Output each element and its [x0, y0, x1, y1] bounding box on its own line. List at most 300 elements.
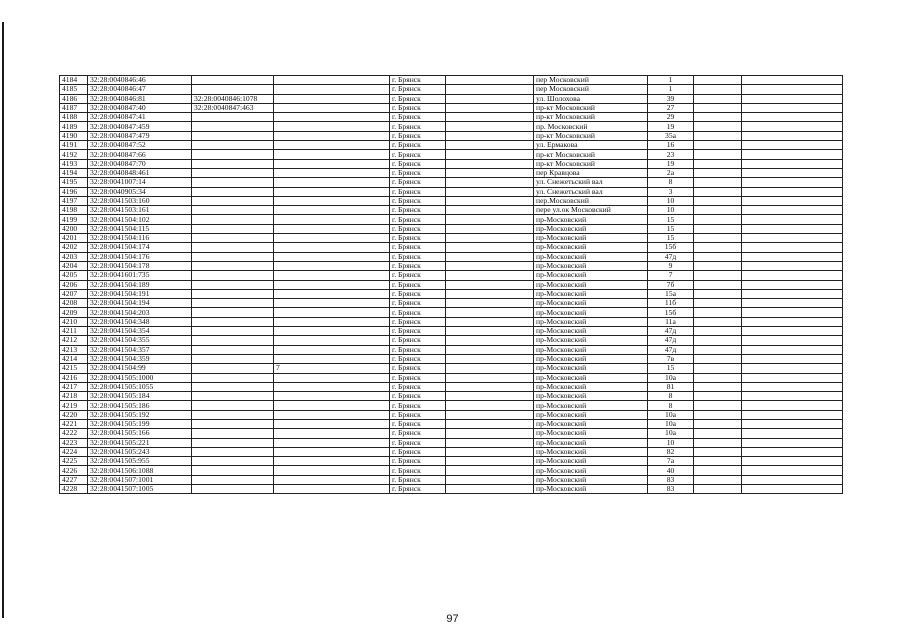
cell-cadastral-number: 32:28:0041504:357 [88, 345, 192, 354]
cell-extra-field [274, 308, 390, 317]
cell-city: г. Брянск [390, 345, 446, 354]
cell-related-cadastral-number [192, 131, 274, 140]
cell-extra-a [694, 299, 742, 308]
cell-street: пер Кравцова [534, 168, 648, 177]
cell-cadastral-number: 32:28:0041504:348 [88, 317, 192, 326]
cell-city: г. Брянск [390, 457, 446, 466]
cell-extra-a [694, 85, 742, 94]
cell-row-number: 4205 [60, 271, 88, 280]
cell-related-cadastral-number [192, 206, 274, 215]
cell-extra-field [274, 141, 390, 150]
cell-street: пр-кт Московский [534, 150, 648, 159]
cell-related-cadastral-number [192, 85, 274, 94]
cell-district [446, 159, 534, 168]
cell-related-cadastral-number [192, 392, 274, 401]
cell-district [446, 382, 534, 391]
cell-extra-b [742, 401, 843, 410]
cell-extra-a [694, 475, 742, 484]
cell-street: пр-Московский [534, 252, 648, 261]
cell-cadastral-number: 32:28:0040848:461 [88, 168, 192, 177]
cell-district [446, 113, 534, 122]
cell-street: пр-Московский [534, 289, 648, 298]
cell-row-number: 4219 [60, 401, 88, 410]
cell-related-cadastral-number [192, 373, 274, 382]
cell-extra-field [274, 475, 390, 484]
table-row [60, 76, 843, 85]
cell-city: г. Брянск [390, 447, 446, 456]
cell-extra-b [742, 457, 843, 466]
cell-house-number: 7б [648, 280, 694, 289]
table-row [60, 354, 843, 363]
cell-district [446, 178, 534, 187]
table-row [60, 94, 843, 103]
cell-district [446, 419, 534, 428]
cell-extra-b [742, 113, 843, 122]
cell-row-number: 4186 [60, 94, 88, 103]
cell-house-number: 10а [648, 373, 694, 382]
cell-row-number: 4200 [60, 224, 88, 233]
table-row [60, 289, 843, 298]
cell-street: пр-Московский [534, 392, 648, 401]
cell-row-number: 4187 [60, 103, 88, 112]
cell-related-cadastral-number [192, 354, 274, 363]
cell-house-number: 82 [648, 447, 694, 456]
cell-extra-a [694, 485, 742, 494]
cell-extra-b [742, 94, 843, 103]
cell-extra-a [694, 317, 742, 326]
cell-extra-a [694, 466, 742, 475]
cell-extra-field [274, 345, 390, 354]
cell-related-cadastral-number [192, 113, 274, 122]
cell-related-cadastral-number [192, 224, 274, 233]
cell-row-number: 4192 [60, 150, 88, 159]
cell-city: г. Брянск [390, 113, 446, 122]
cell-extra-b [742, 187, 843, 196]
cell-related-cadastral-number [192, 429, 274, 438]
cell-extra-b [742, 373, 843, 382]
cell-row-number: 4211 [60, 327, 88, 336]
cell-cadastral-number: 32:28:0041505:221 [88, 438, 192, 447]
cell-city: г. Брянск [390, 354, 446, 363]
cell-extra-a [694, 429, 742, 438]
cell-extra-b [742, 429, 843, 438]
cell-extra-field [274, 85, 390, 94]
cell-district [446, 475, 534, 484]
cell-cadastral-number: 32:28:0041503:160 [88, 196, 192, 205]
cell-district [446, 289, 534, 298]
cell-house-number: 23 [648, 150, 694, 159]
cell-extra-b [742, 131, 843, 140]
cell-related-cadastral-number [192, 419, 274, 428]
cell-street: пр-Московский [534, 354, 648, 363]
cell-related-cadastral-number [192, 475, 274, 484]
table-row [60, 364, 843, 373]
cell-house-number: 1 [648, 76, 694, 85]
cell-extra-field [274, 122, 390, 131]
cell-related-cadastral-number [192, 234, 274, 243]
cell-extra-field [274, 447, 390, 456]
cell-related-cadastral-number [192, 178, 274, 187]
cell-row-number: 4196 [60, 187, 88, 196]
cell-street: пере ул.ок Московский [534, 206, 648, 215]
cell-extra-b [742, 159, 843, 168]
cell-cadastral-number: 32:28:0041505:166 [88, 429, 192, 438]
cell-cadastral-number: 32:28:0041505:192 [88, 410, 192, 419]
cell-cadastral-number: 32:28:0041504:102 [88, 215, 192, 224]
cell-house-number: 19 [648, 159, 694, 168]
cell-city: г. Брянск [390, 271, 446, 280]
cell-extra-a [694, 410, 742, 419]
cell-district [446, 141, 534, 150]
cell-cadastral-number: 32:28:0041504:115 [88, 224, 192, 233]
cell-city: г. Брянск [390, 196, 446, 205]
cell-district [446, 215, 534, 224]
cell-house-number: 15 [648, 364, 694, 373]
cell-related-cadastral-number [192, 289, 274, 298]
cell-extra-field [274, 429, 390, 438]
cell-cadastral-number: 32:28:0040847:40 [88, 103, 192, 112]
table-row [60, 438, 843, 447]
table-row [60, 131, 843, 140]
cell-related-cadastral-number [192, 271, 274, 280]
cell-cadastral-number: 32:28:0041504:176 [88, 252, 192, 261]
cell-extra-field [274, 215, 390, 224]
cell-row-number: 4185 [60, 85, 88, 94]
cell-city: г. Брянск [390, 261, 446, 270]
cell-street: пр-Московский [534, 419, 648, 428]
cell-street: пер.Московский [534, 196, 648, 205]
cell-house-number: 83 [648, 475, 694, 484]
cell-related-cadastral-number [192, 457, 274, 466]
cell-city: г. Брянск [390, 317, 446, 326]
cell-extra-field [274, 224, 390, 233]
cell-row-number: 4224 [60, 447, 88, 456]
cell-cadastral-number: 32:28:0041504:191 [88, 289, 192, 298]
cell-house-number: 10 [648, 206, 694, 215]
cell-district [446, 299, 534, 308]
cell-district [446, 485, 534, 494]
cell-extra-field [274, 419, 390, 428]
cell-row-number: 4218 [60, 392, 88, 401]
cell-row-number: 4203 [60, 252, 88, 261]
cell-district [446, 410, 534, 419]
cell-street: пер Московский [534, 85, 648, 94]
cell-street: пр. Московский [534, 122, 648, 131]
cell-extra-a [694, 178, 742, 187]
cell-related-cadastral-number [192, 438, 274, 447]
cell-district [446, 447, 534, 456]
cell-city: г. Брянск [390, 131, 446, 140]
cell-related-cadastral-number [192, 187, 274, 196]
cell-district [446, 364, 534, 373]
cell-extra-a [694, 345, 742, 354]
cell-extra-field: 7 [274, 364, 390, 373]
cell-house-number: 8 [648, 178, 694, 187]
cell-cadastral-number: 32:28:0041504:174 [88, 243, 192, 252]
cell-extra-a [694, 401, 742, 410]
cell-house-number: 10а [648, 419, 694, 428]
cell-extra-b [742, 382, 843, 391]
cell-extra-a [694, 206, 742, 215]
cell-district [446, 429, 534, 438]
cell-district [446, 103, 534, 112]
cell-extra-a [694, 196, 742, 205]
cell-related-cadastral-number [192, 261, 274, 270]
cell-street: пер Московский [534, 76, 648, 85]
cell-street: пр-Московский [534, 215, 648, 224]
cell-extra-b [742, 215, 843, 224]
cell-house-number: 15 [648, 224, 694, 233]
cell-house-number: 15 [648, 234, 694, 243]
table-row [60, 299, 843, 308]
cell-row-number: 4223 [60, 438, 88, 447]
cell-extra-b [742, 345, 843, 354]
cell-district [446, 76, 534, 85]
cell-cadastral-number: 32:28:0041504:99 [88, 364, 192, 373]
cell-extra-b [742, 485, 843, 494]
cell-city: г. Брянск [390, 373, 446, 382]
cell-row-number: 4227 [60, 475, 88, 484]
cell-district [446, 224, 534, 233]
cell-related-cadastral-number [192, 243, 274, 252]
table-row [60, 447, 843, 456]
cell-extra-b [742, 410, 843, 419]
cell-cadastral-number: 32:28:0040847:66 [88, 150, 192, 159]
cell-house-number: 40 [648, 466, 694, 475]
cell-street: ул. Снежетьский вал [534, 187, 648, 196]
cell-house-number: 7в [648, 354, 694, 363]
cell-row-number: 4208 [60, 299, 88, 308]
cell-extra-field [274, 373, 390, 382]
cell-cadastral-number: 32:28:0041504:194 [88, 299, 192, 308]
cell-house-number: 47д [648, 345, 694, 354]
cell-extra-a [694, 122, 742, 131]
cell-extra-b [742, 224, 843, 233]
cell-row-number: 4215 [60, 364, 88, 373]
cell-city: г. Брянск [390, 410, 446, 419]
cell-extra-a [694, 336, 742, 345]
cell-extra-field [274, 234, 390, 243]
cell-cadastral-number: 32:28:0041505:186 [88, 401, 192, 410]
cell-related-cadastral-number [192, 159, 274, 168]
cell-house-number: 35а [648, 131, 694, 140]
cell-city: г. Брянск [390, 150, 446, 159]
cell-city: г. Брянск [390, 466, 446, 475]
cell-house-number: 11а [648, 317, 694, 326]
cell-city: г. Брянск [390, 336, 446, 345]
cell-house-number: 7 [648, 271, 694, 280]
cell-extra-b [742, 354, 843, 363]
cell-extra-field [274, 280, 390, 289]
cell-cadastral-number: 32:28:0040847:459 [88, 122, 192, 131]
cell-extra-a [694, 76, 742, 85]
cell-street: пр-Московский [534, 466, 648, 475]
cell-district [446, 345, 534, 354]
table-row [60, 336, 843, 345]
cell-city: г. Брянск [390, 364, 446, 373]
cell-extra-b [742, 308, 843, 317]
cell-extra-a [694, 457, 742, 466]
cell-district [446, 261, 534, 270]
cell-extra-field [274, 410, 390, 419]
cell-street: пр-Московский [534, 382, 648, 391]
table-row [60, 159, 843, 168]
cell-related-cadastral-number [192, 447, 274, 456]
cell-related-cadastral-number [192, 382, 274, 391]
cell-street: пр-Московский [534, 438, 648, 447]
cell-row-number: 4199 [60, 215, 88, 224]
cell-city: г. Брянск [390, 289, 446, 298]
cell-row-number: 4222 [60, 429, 88, 438]
cell-street: пр-Московский [534, 475, 648, 484]
cell-district [446, 280, 534, 289]
cell-related-cadastral-number: 32:28:0040846:1078 [192, 94, 274, 103]
cell-street: пр-Московский [534, 234, 648, 243]
cell-cadastral-number: 32:28:0041504:178 [88, 261, 192, 270]
cell-street: пр-Московский [534, 345, 648, 354]
cell-street: пр-Московский [534, 308, 648, 317]
cell-related-cadastral-number [192, 364, 274, 373]
cell-city: г. Брянск [390, 141, 446, 150]
cell-extra-a [694, 150, 742, 159]
cell-house-number: 10а [648, 429, 694, 438]
cell-extra-field [274, 196, 390, 205]
cell-district [446, 392, 534, 401]
cell-cadastral-number: 32:28:0040847:41 [88, 113, 192, 122]
page-number: 97 [446, 613, 459, 625]
cell-extra-b [742, 196, 843, 205]
cell-cadastral-number: 32:28:0040847:52 [88, 141, 192, 150]
cell-extra-b [742, 447, 843, 456]
cell-extra-b [742, 327, 843, 336]
cell-city: г. Брянск [390, 215, 446, 224]
cell-row-number: 4212 [60, 336, 88, 345]
cell-city: г. Брянск [390, 308, 446, 317]
cell-related-cadastral-number [192, 280, 274, 289]
cell-district [446, 308, 534, 317]
cell-city: г. Брянск [390, 382, 446, 391]
cell-cadastral-number: 32:28:0040905:34 [88, 187, 192, 196]
cell-city: г. Брянск [390, 178, 446, 187]
cell-city: г. Брянск [390, 224, 446, 233]
cell-related-cadastral-number [192, 196, 274, 205]
cell-extra-field [274, 382, 390, 391]
table-row [60, 150, 843, 159]
cell-city: г. Брянск [390, 485, 446, 494]
table-row [60, 317, 843, 326]
cell-house-number: 10а [648, 410, 694, 419]
cell-street: пр-Московский [534, 485, 648, 494]
cell-row-number: 4193 [60, 159, 88, 168]
document-table-wrapper [59, 75, 843, 494]
cell-district [446, 150, 534, 159]
cell-cadastral-number: 32:28:0041601:735 [88, 271, 192, 280]
cell-extra-field [274, 485, 390, 494]
cell-city: г. Брянск [390, 429, 446, 438]
cell-house-number: 7а [648, 457, 694, 466]
cell-extra-a [694, 354, 742, 363]
cell-cadastral-number: 32:28:0041007:14 [88, 178, 192, 187]
cell-street: пр-Московский [534, 429, 648, 438]
table-row [60, 466, 843, 475]
table-row [60, 215, 843, 224]
cell-cadastral-number: 32:28:0040846:47 [88, 85, 192, 94]
cell-extra-field [274, 150, 390, 159]
cell-row-number: 4206 [60, 280, 88, 289]
table-row [60, 85, 843, 94]
cell-extra-a [694, 224, 742, 233]
cell-extra-field [274, 76, 390, 85]
cell-extra-field [274, 401, 390, 410]
cell-district [446, 317, 534, 326]
cell-extra-field [274, 103, 390, 112]
cell-district [446, 373, 534, 382]
cell-street: пр-Московский [534, 327, 648, 336]
cell-row-number: 4202 [60, 243, 88, 252]
cell-city: г. Брянск [390, 327, 446, 336]
cell-city: г. Брянск [390, 234, 446, 243]
cell-street: пр-Московский [534, 364, 648, 373]
cell-city: г. Брянск [390, 252, 446, 261]
cell-related-cadastral-number [192, 76, 274, 85]
cell-street: пр-Московский [534, 224, 648, 233]
cell-cadastral-number: 32:28:0041504:355 [88, 336, 192, 345]
cell-extra-a [694, 234, 742, 243]
cell-row-number: 4195 [60, 178, 88, 187]
cell-extra-field [274, 178, 390, 187]
cell-related-cadastral-number [192, 485, 274, 494]
cell-cadastral-number: 32:28:0041505:1000 [88, 373, 192, 382]
cell-related-cadastral-number [192, 410, 274, 419]
table-row [60, 224, 843, 233]
cell-extra-field [274, 438, 390, 447]
cell-street: пр-Московский [534, 243, 648, 252]
cell-house-number: 2а [648, 168, 694, 177]
cell-related-cadastral-number [192, 345, 274, 354]
cell-extra-field [274, 131, 390, 140]
cell-extra-b [742, 261, 843, 270]
table-row [60, 410, 843, 419]
cell-house-number: 11б [648, 299, 694, 308]
cell-extra-a [694, 159, 742, 168]
cell-related-cadastral-number [192, 168, 274, 177]
cell-extra-field [274, 261, 390, 270]
cell-district [446, 243, 534, 252]
cell-house-number: 19 [648, 122, 694, 131]
cell-extra-a [694, 168, 742, 177]
cell-district [446, 206, 534, 215]
cell-city: г. Брянск [390, 392, 446, 401]
cell-street: пр-кт Московский [534, 113, 648, 122]
cell-related-cadastral-number [192, 401, 274, 410]
table-row [60, 373, 843, 382]
cell-street: пр-кт Московский [534, 131, 648, 140]
cell-row-number: 4225 [60, 457, 88, 466]
cell-extra-b [742, 103, 843, 112]
cell-extra-a [694, 113, 742, 122]
cell-row-number: 4191 [60, 141, 88, 150]
cell-district [446, 131, 534, 140]
cell-extra-field [274, 243, 390, 252]
cell-extra-b [742, 252, 843, 261]
left-border-line [2, 22, 4, 618]
cell-extra-a [694, 364, 742, 373]
cell-extra-a [694, 187, 742, 196]
table-row [60, 280, 843, 289]
table-row [60, 419, 843, 428]
cell-district [446, 196, 534, 205]
cell-city: г. Брянск [390, 243, 446, 252]
